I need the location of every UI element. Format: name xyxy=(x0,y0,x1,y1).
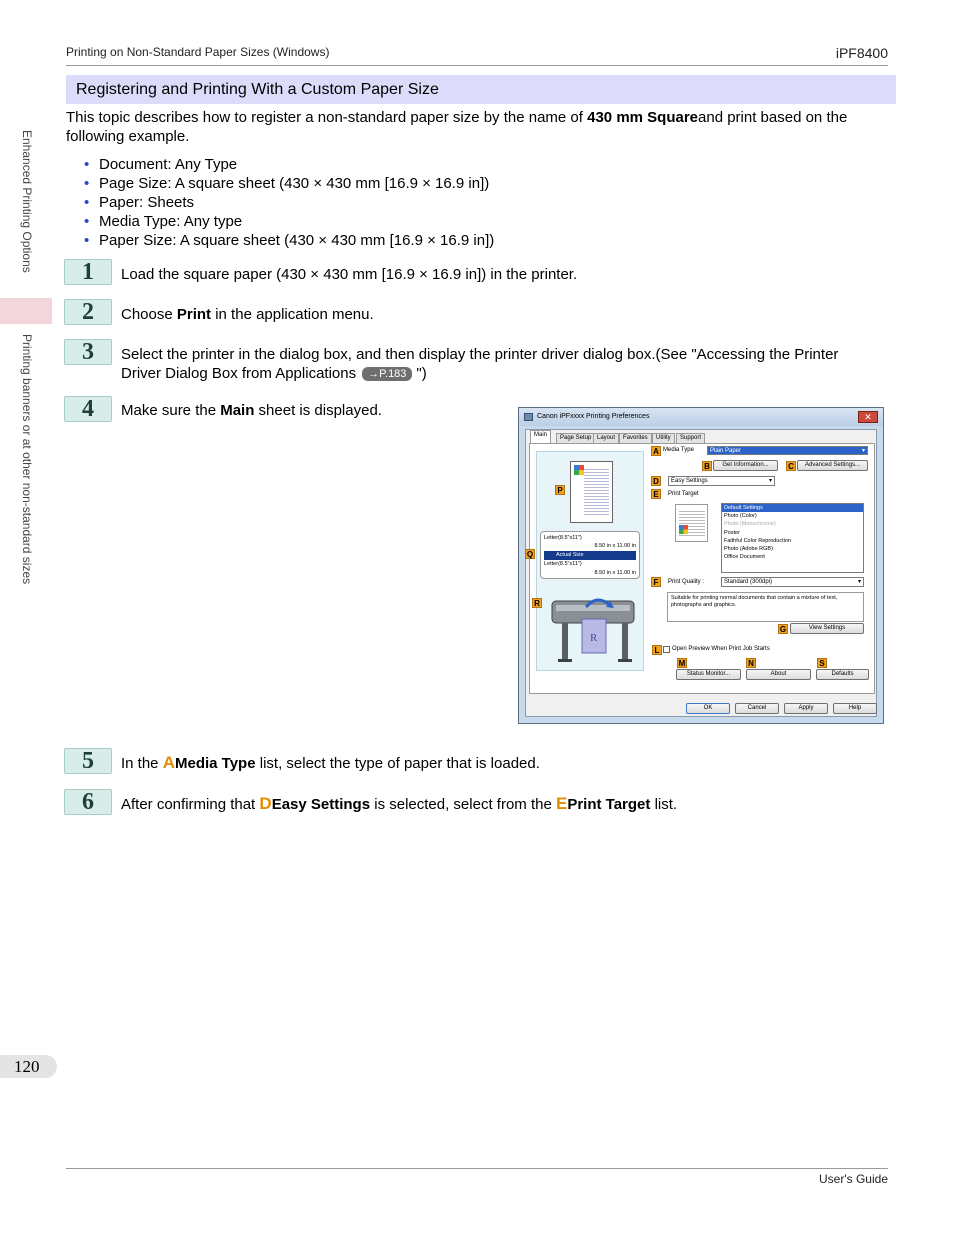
step-number-1: 1 xyxy=(64,259,112,285)
printer-app-icon xyxy=(524,413,533,421)
media-type-label: Media Type xyxy=(663,447,694,453)
page-number: 120 xyxy=(0,1055,57,1078)
page-preview xyxy=(570,461,613,523)
cancel-button[interactable]: Cancel xyxy=(735,703,779,714)
help-button[interactable]: Help xyxy=(833,703,877,714)
printer-illustration-icon xyxy=(542,587,640,667)
label-n: N xyxy=(746,658,756,668)
running-header-model: iPF8400 xyxy=(835,45,888,61)
list-item[interactable]: Photo (Color) xyxy=(724,513,757,520)
intro-bold-name: 430 mm Square xyxy=(587,109,699,126)
sidebar-chapter: Enhanced Printing Options xyxy=(20,130,34,273)
page-reference-link[interactable]: →P.183 xyxy=(362,367,412,381)
label-f: F xyxy=(651,577,661,587)
list-item[interactable]: Poster xyxy=(724,529,740,536)
step-number-6: 6 xyxy=(64,789,112,815)
status-monitor-button[interactable]: Status Monitor... xyxy=(676,669,741,680)
list-item: • Document: Any Type xyxy=(84,155,494,174)
print-target-label: Print Target xyxy=(668,491,699,497)
label-d: D xyxy=(651,476,661,486)
actual-size-row: Actual Size xyxy=(544,551,636,560)
example-list xyxy=(84,155,494,250)
print-quality-select[interactable]: Standard (300dpi) ▾ xyxy=(721,577,864,587)
step-text-1: Load the square paper (430 × 430 mm [16.9 × 16.9 in]) in the printer. xyxy=(121,266,578,283)
step-number-5: 5 xyxy=(64,748,112,774)
tab-support[interactable]: Support xyxy=(676,433,705,443)
step-text-2: Choose Print in the application menu. xyxy=(121,306,374,323)
sidebar-section: Printing banners or at other non-standard sizes xyxy=(20,334,34,585)
list-item: • Media Type: Any type xyxy=(84,212,494,231)
print-target-thumbnail xyxy=(675,504,708,542)
print-target-description: Suitable for printing normal documents that contain a mixture of text, photographs and graphics. xyxy=(667,592,864,622)
dialog-title-bar xyxy=(519,408,883,426)
label-q: Q xyxy=(526,550,534,559)
label-r: R xyxy=(532,598,542,608)
header-divider xyxy=(66,65,888,66)
apply-button[interactable]: Apply xyxy=(784,703,828,714)
tab-favorites[interactable]: Favorites xyxy=(619,433,652,443)
svg-text:R: R xyxy=(590,632,598,644)
label-c: C xyxy=(786,461,796,471)
label-l: L xyxy=(652,645,662,655)
list-item: • Paper Size: A square sheet (430 × 430 mm [16.9 × 16.9 in]) xyxy=(84,231,494,250)
step-number-2: 2 xyxy=(64,299,112,325)
label-a: A xyxy=(651,446,661,456)
footer-guide-name: User's Guide xyxy=(819,1172,888,1186)
open-preview-checkbox[interactable] xyxy=(663,646,670,653)
step-text-5: In the AMedia Type list, select the type of paper that is loaded. xyxy=(121,753,540,772)
tab-page-setup[interactable]: Page Setup xyxy=(556,433,595,443)
label-b: B xyxy=(702,461,712,471)
list-item[interactable]: Office Document xyxy=(724,554,765,561)
list-item[interactable]: Photo (Adobe RGB) xyxy=(724,545,773,552)
list-item[interactable]: Photo (Monochrome) xyxy=(724,521,776,528)
get-information-button[interactable]: Get Information... xyxy=(713,460,778,471)
label-m: M xyxy=(678,659,686,668)
dialog-body xyxy=(525,429,877,717)
main-sheet xyxy=(526,443,875,694)
media-type-select[interactable]: Plain Paper ▾ xyxy=(707,446,868,455)
step-number-4: 4 xyxy=(64,396,112,422)
step-text-4: Make sure the Main sheet is displayed. xyxy=(121,402,382,419)
footer-divider xyxy=(66,1168,888,1169)
tab-main[interactable]: Main xyxy=(530,430,551,443)
preview-image-icon xyxy=(574,465,584,475)
print-target-list[interactable] xyxy=(721,503,864,573)
step-text-3: Select the printer in the dialog box, and then display the printer driver dialog box.(See "Accessing the Printer Driver Dialog Box from Applications →P.183 ") xyxy=(121,346,839,382)
step-number-3: 3 xyxy=(64,339,112,365)
label-e: E xyxy=(651,489,661,499)
callout-letter-d: D xyxy=(259,794,272,813)
tab-layout[interactable]: Layout xyxy=(593,433,619,443)
callout-letter-e: E xyxy=(555,794,568,813)
defaults-button[interactable]: Defaults xyxy=(816,669,869,680)
about-button[interactable]: About xyxy=(746,669,811,680)
size-info-box: Letter(8.5"x11") 8.50 in x 11.00 in Actual Size Letter(8.5"x11") 8.50 in x 11.00 in xyxy=(540,531,640,579)
preview-pane xyxy=(536,451,644,671)
step-text-6: After confirming that DEasy Settings is selected, select from the EPrint Target list. xyxy=(121,794,678,813)
running-header-section: Printing on Non-Standard Paper Sizes (Windows) xyxy=(66,45,330,59)
easy-settings-select[interactable]: Easy Settings ▾ xyxy=(668,476,775,486)
label-s: S xyxy=(817,658,827,668)
list-item: • Page Size: A square sheet (430 × 430 mm [16.9 × 16.9 in]) xyxy=(84,174,494,193)
open-preview-label: Open Preview When Print Job Starts xyxy=(672,646,770,652)
list-item[interactable]: Default Settings xyxy=(722,504,863,512)
ok-button[interactable]: OK xyxy=(686,703,730,714)
label-p: P xyxy=(555,485,565,495)
sidebar-section-marker xyxy=(0,298,52,324)
callout-letter-a: A xyxy=(162,753,175,772)
dialog-title: Canon iPFxxxx Printing Preferences xyxy=(537,413,650,420)
view-settings-button[interactable]: View Settings xyxy=(790,623,864,634)
tab-utility[interactable]: Utility xyxy=(652,433,675,443)
topic-title: Registering and Printing With a Custom Paper Size xyxy=(66,75,896,104)
close-icon[interactable]: ✕ xyxy=(858,411,878,423)
list-item: • Paper: Sheets xyxy=(84,193,494,212)
list-item[interactable]: Faithful Color Reproduction xyxy=(724,537,791,544)
label-g: G xyxy=(779,625,787,634)
printing-preferences-dialog xyxy=(518,407,884,724)
advanced-settings-button[interactable]: Advanced Settings... xyxy=(797,460,868,471)
print-quality-label: Print Quality : xyxy=(668,579,705,585)
intro-paragraph: This topic describes how to register a non-standard paper size by the name of 430 mm Squareand print based on the following example. xyxy=(66,109,848,145)
